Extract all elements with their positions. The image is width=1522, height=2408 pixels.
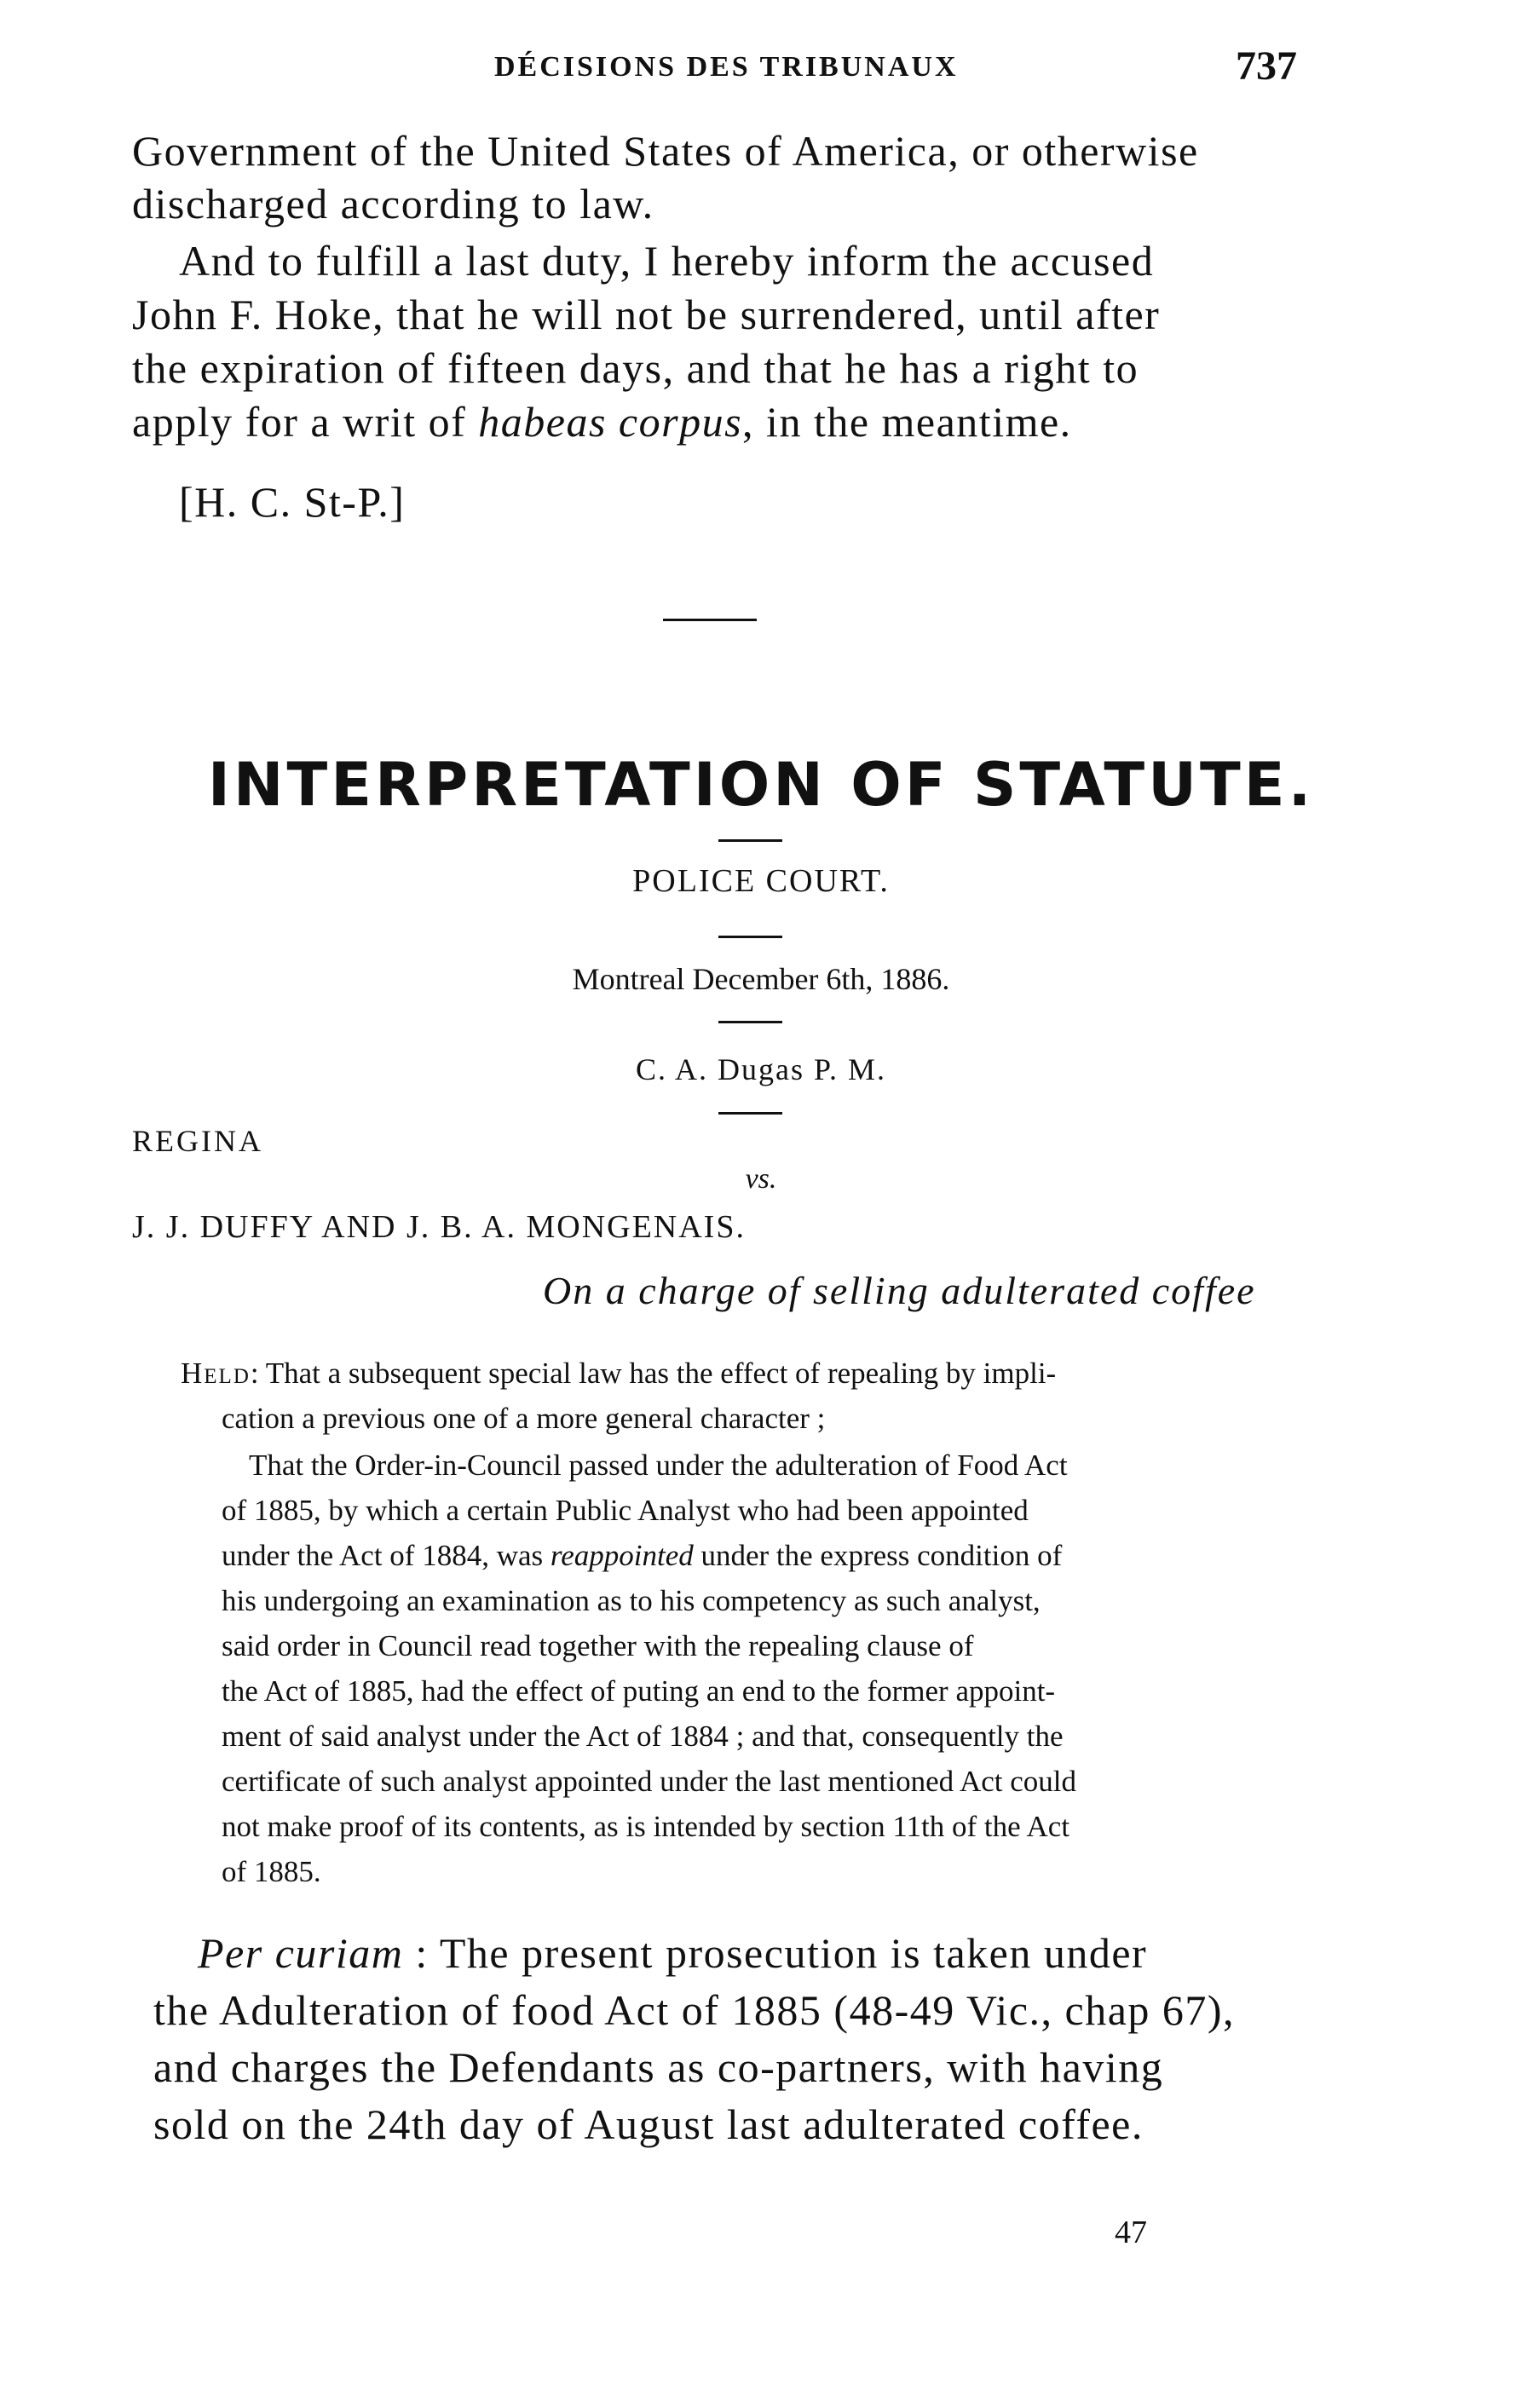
duty-line-2: John F. Hoke, that he will not be surrendered, until after — [132, 291, 1161, 338]
per-curiam-line-2: the Adulteration of food Act of 1885 (48-49 Vic., chap 67), — [153, 1986, 1236, 2034]
page-number: 737 — [1236, 43, 1297, 89]
headnote-line-5: under the Act of 1884, was reappointed under the express condition of — [222, 1539, 1063, 1572]
court-rule — [718, 936, 782, 938]
title-rule — [718, 839, 782, 842]
signature-mark: 47 — [1115, 2215, 1147, 2250]
versus: vs. — [745, 1163, 777, 1195]
carryover-line-1: Government of the United States of America, or otherwise — [132, 127, 1199, 175]
headnote-line-1: Held: That a subsequent special law has the effect of repealing by impli- — [181, 1357, 1057, 1390]
headnote-line-8: the Act of 1885, had the effect of puting an end to the former appoint- — [222, 1674, 1056, 1708]
headnote-line-3: That the Order-in-Council passed under the adulteration of Food Act — [249, 1449, 1068, 1482]
section-divider — [663, 619, 757, 621]
duty-line-3: the expiration of fifteen days, and that he has a right to — [132, 344, 1139, 392]
carryover-line-2: discharged according to law. — [132, 180, 654, 228]
reappointed-italic: reappointed — [550, 1539, 694, 1572]
duty-line-4: apply for a writ of habeas corpus, in the meantime. — [132, 398, 1072, 446]
held-label: Held — [181, 1357, 251, 1390]
headnote-line-9: ment of said analyst under the Act of 1884 ; and that, consequently the — [222, 1720, 1064, 1753]
per-curiam-line-4: sold on the 24th day of August last adulterated coffee. — [153, 2100, 1144, 2148]
defendants: J. J. DUFFY AND J. B. A. MONGENAIS. — [132, 1209, 746, 1245]
habeas-corpus-italic: habeas corpus — [478, 398, 743, 446]
plaintiff: REGINA — [132, 1124, 263, 1158]
judge-rule — [718, 1112, 782, 1115]
charge-line: On a charge of selling adulterated coffee — [543, 1269, 1256, 1312]
headnote-line-4: of 1885, by which a certain Public Analyst who had been appointed — [222, 1494, 1029, 1527]
headnote-line-6: his undergoing an examination as to his competency as such analyst, — [222, 1584, 1041, 1617]
per-curiam-line-1: Per curiam : The present prosecution is taken under — [198, 1929, 1148, 1977]
headnote-line-7: said order in Council read together with the repealing clause of — [222, 1629, 974, 1662]
duty-line-1: And to fulfill a last duty, I hereby inform the accused — [179, 237, 1155, 285]
date-rule — [718, 1021, 782, 1023]
case-title: INTERPRETATION OF STATUTE. — [207, 750, 1315, 820]
headnote-line-10: certificate of such analyst appointed under the last mentioned Act could — [222, 1765, 1077, 1798]
headnote-line-11: not make proof of its contents, as is intended by section 11th of the Act — [222, 1810, 1070, 1843]
running-title: DÉCISIONS DES TRIBUNAUX — [494, 51, 959, 83]
judge-name: C. A. Dugas P. M. — [635, 1052, 887, 1086]
headnote-line-12: of 1885. — [222, 1855, 321, 1888]
per-curiam-line-3: and charges the Defendants as co-partners, with having — [153, 2043, 1164, 2091]
dateline: Montreal December 6th, 1886. — [572, 962, 950, 996]
court-name: POLICE COURT. — [632, 863, 890, 899]
editor-signature: [H. C. St-P.] — [179, 478, 406, 526]
headnote-line-2: cation a previous one of a more general character ; — [222, 1402, 826, 1435]
per-curiam-label: Per curiam — [198, 1929, 404, 1977]
